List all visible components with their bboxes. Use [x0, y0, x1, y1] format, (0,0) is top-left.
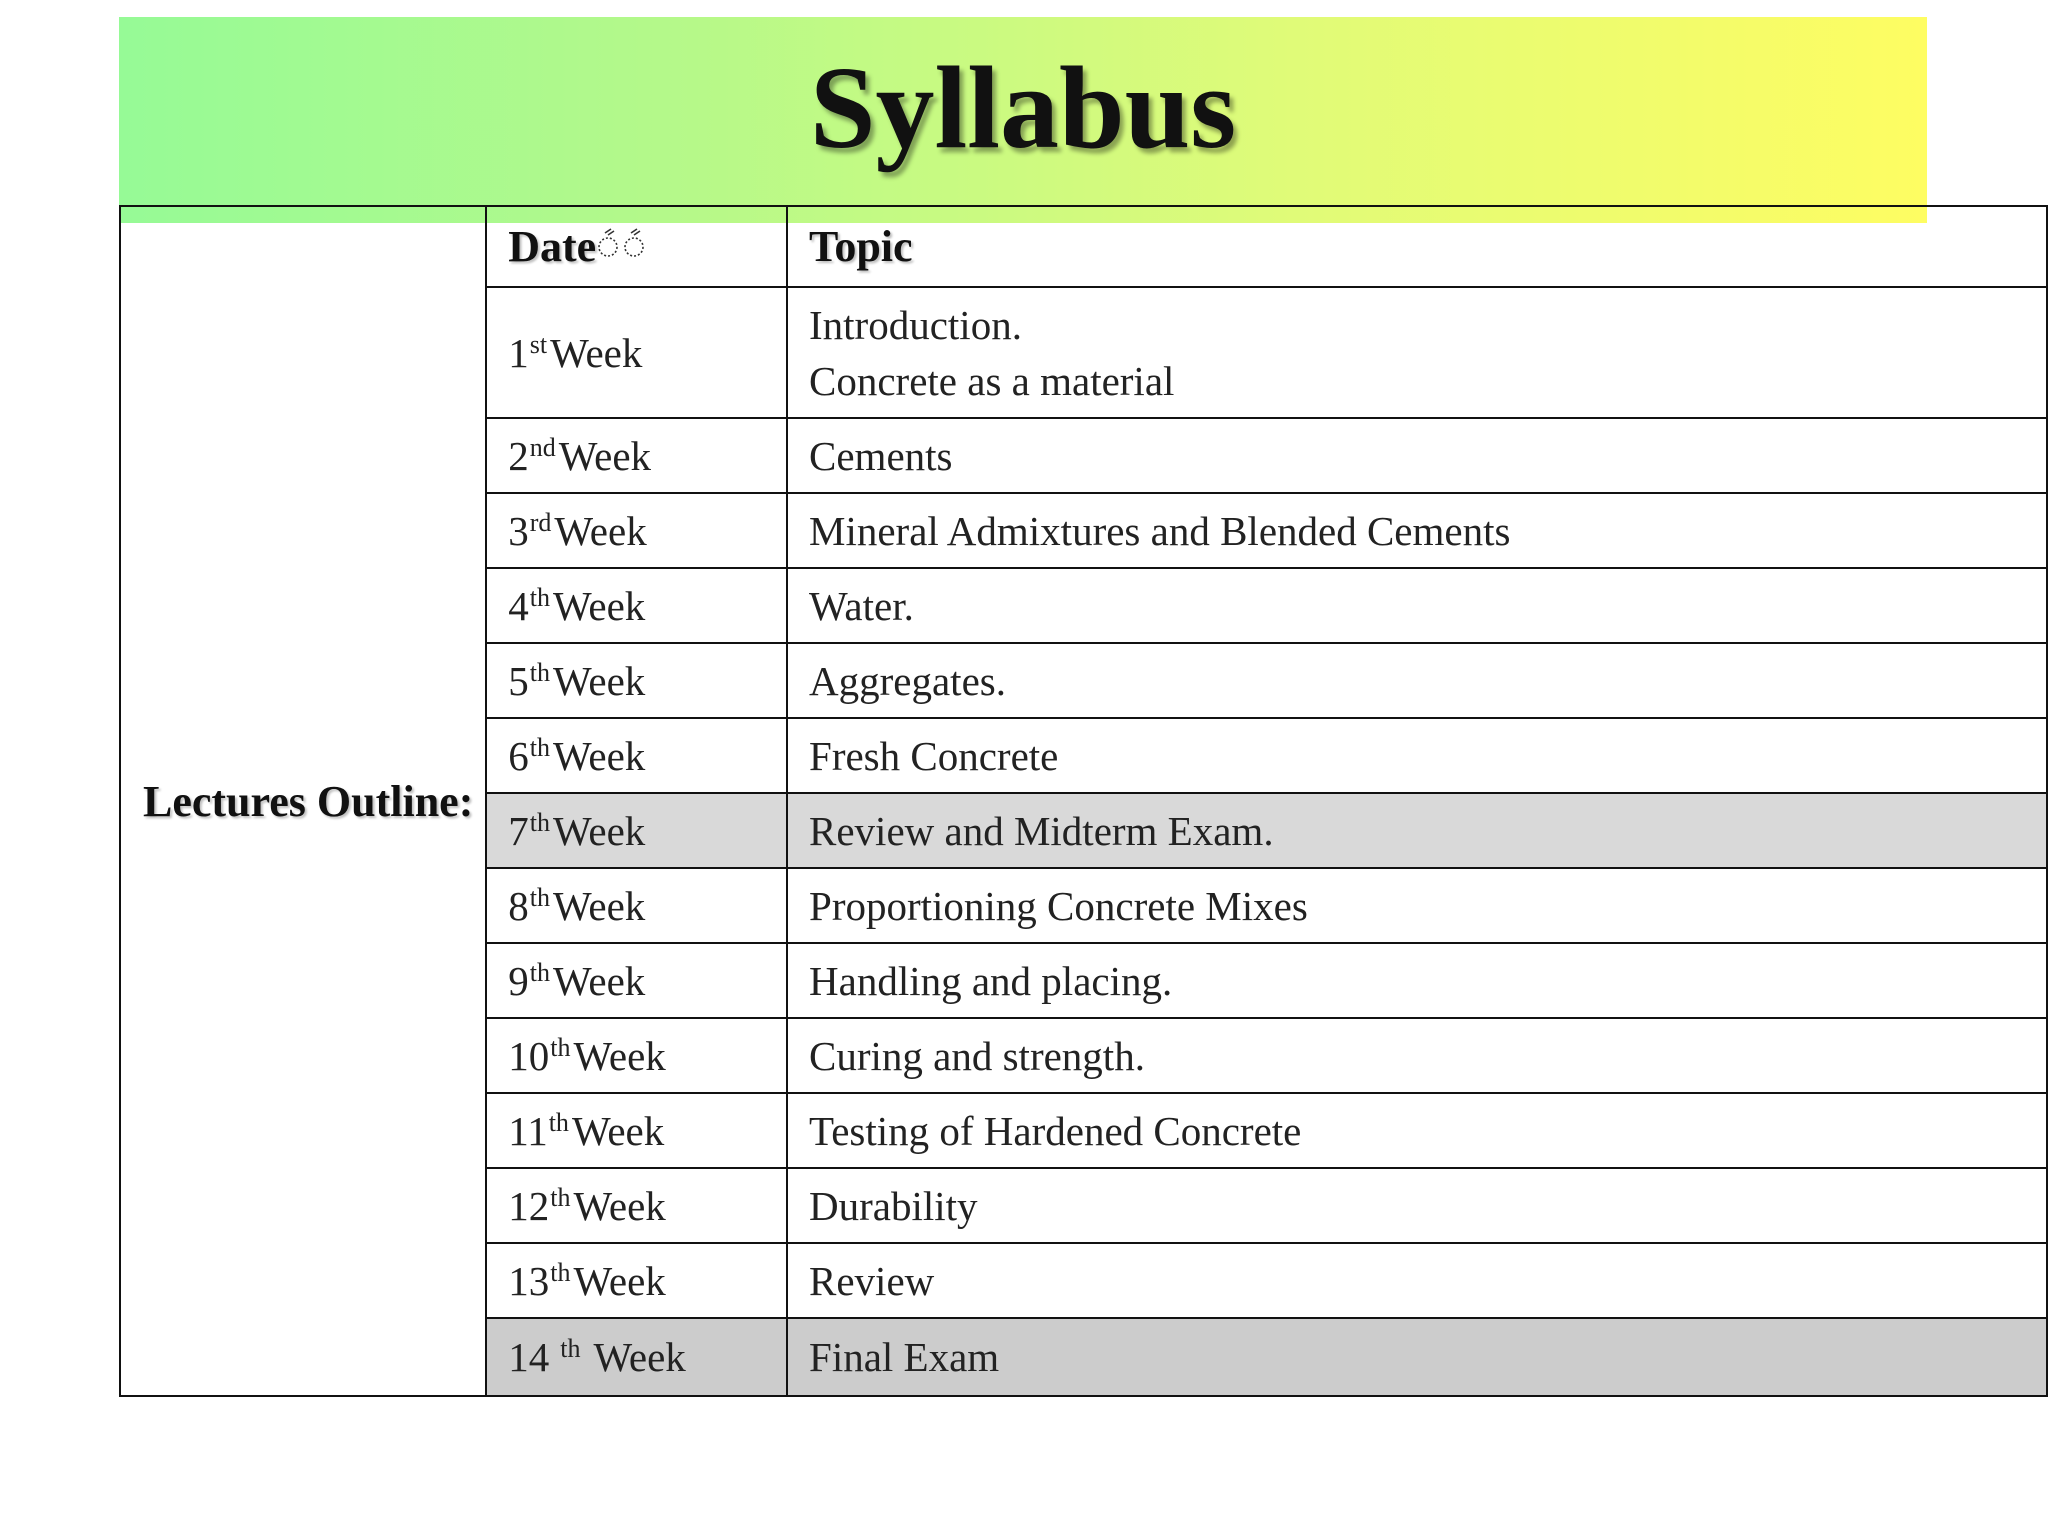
week-cell [486, 718, 787, 793]
date-header-label: Date [508, 222, 597, 271]
week-number: 11 [508, 1107, 548, 1154]
diacritic-marks-icon [596, 225, 648, 259]
week-cell [486, 1168, 787, 1243]
week-ordinal-suffix: th [529, 582, 550, 612]
week-cell [486, 1018, 787, 1093]
week-cell [486, 493, 787, 568]
week-ordinal-suffix: th [560, 1334, 581, 1363]
topic-cell: Durability [787, 1168, 2047, 1243]
week-ordinal-suffix: rd [529, 507, 552, 537]
topic-cell: Cements [787, 418, 2047, 493]
week-cell [486, 568, 787, 643]
table-body [120, 206, 2047, 1396]
week-label: Week [552, 732, 646, 779]
topic-cell: Curing and strength. [787, 1018, 2047, 1093]
week-cell [486, 1243, 787, 1318]
week-number: 3 [508, 507, 529, 554]
week-ordinal-suffix: th [550, 1032, 571, 1062]
week-number: 6 [508, 732, 529, 779]
topic-cell: Review [787, 1243, 2047, 1318]
week-ordinal-suffix: th [529, 807, 550, 837]
week-cell [486, 643, 787, 718]
topic-line: Concrete as a material [809, 357, 1175, 404]
week-number: 14 [508, 1334, 550, 1380]
week-cell [486, 1093, 787, 1168]
week-number: 9 [508, 957, 529, 1004]
date-header [486, 206, 787, 287]
week-label: Week [552, 582, 646, 629]
topic-cell: Water. [787, 568, 2047, 643]
week-cell [486, 868, 787, 943]
week-label: Week [573, 1257, 666, 1304]
topic-cell: Testing of Hardened Concrete [787, 1093, 2047, 1168]
week-number: 2 [508, 432, 529, 479]
week-ordinal-suffix: th [550, 1182, 571, 1212]
week-cell [486, 1318, 787, 1396]
week-number: 12 [508, 1182, 550, 1229]
topic-header: Topic [787, 206, 2047, 287]
topic-cell: Final Exam [787, 1318, 2047, 1396]
week-label: Week [552, 882, 646, 929]
week-ordinal-suffix: th [548, 1107, 569, 1137]
week-label: Week [593, 1334, 686, 1380]
week-number: 10 [508, 1032, 550, 1079]
week-label: Week [573, 1182, 666, 1229]
week-label: Week [554, 507, 647, 554]
topic-cell: Review and Midterm Exam. [787, 793, 2047, 868]
week-label: Week [573, 1032, 666, 1079]
week-ordinal-suffix: th [550, 1257, 571, 1287]
week-label: Week [552, 807, 646, 854]
topic-cell: Mineral Admixtures and Blended Cements [787, 493, 2047, 568]
week-cell [486, 287, 787, 418]
week-ordinal-suffix: th [529, 882, 550, 912]
topic-cell [787, 287, 2047, 418]
page-title: Syllabus [809, 42, 1237, 173]
week-label: Week [558, 432, 652, 479]
week-label: Week [552, 957, 646, 1004]
topic-cell: Proportioning Concrete Mixes [787, 868, 2047, 943]
week-label: Week [550, 329, 643, 376]
week-ordinal-suffix: th [529, 957, 550, 987]
week-number: 13 [508, 1257, 550, 1304]
topic-cell: Fresh Concrete [787, 718, 2047, 793]
week-label: Week [571, 1107, 665, 1154]
week-cell [486, 418, 787, 493]
week-number: 8 [508, 882, 529, 929]
week-ordinal-suffix: th [529, 732, 550, 762]
topic-cell: Handling and placing. [787, 943, 2047, 1018]
week-cell [486, 793, 787, 868]
lectures-outline-label: Lectures Outline: [120, 206, 486, 1396]
week-ordinal-suffix: st [529, 329, 548, 359]
week-number: 5 [508, 657, 529, 704]
topic-cell: Aggregates. [787, 643, 2047, 718]
topic-line: Introduction. [809, 301, 1022, 348]
week-cell [486, 943, 787, 1018]
week-number: 7 [508, 807, 529, 854]
syllabus-table [119, 205, 2048, 1397]
week-number: 4 [508, 582, 529, 629]
table-header-row [120, 206, 2047, 287]
week-number: 1 [508, 329, 529, 376]
week-label: Week [552, 657, 646, 704]
week-ordinal-suffix: th [529, 657, 550, 687]
week-ordinal-suffix: nd [529, 432, 556, 462]
